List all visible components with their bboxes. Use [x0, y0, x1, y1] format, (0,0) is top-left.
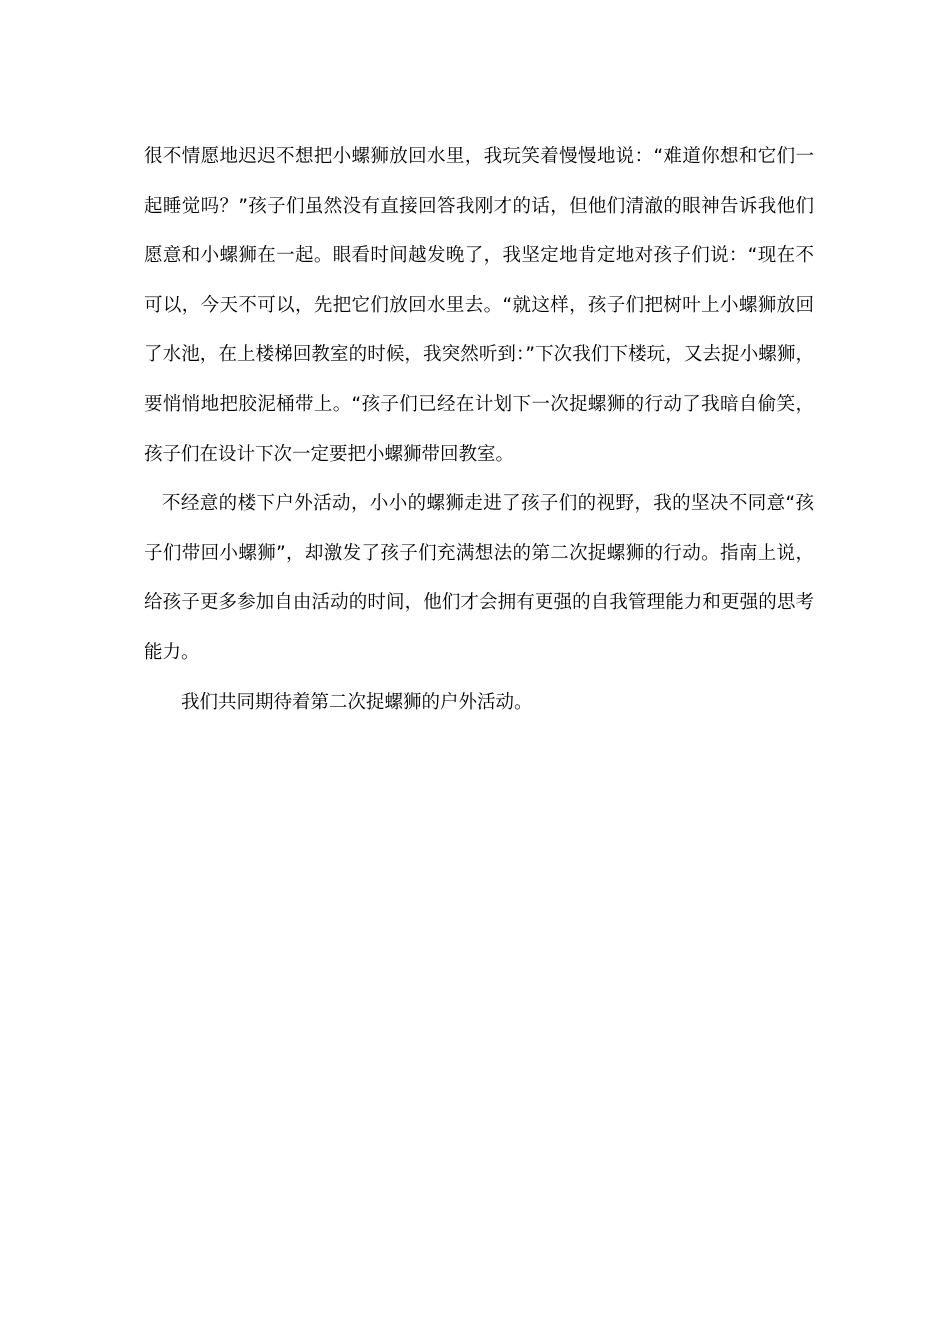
document-body: [144, 132, 814, 727]
paragraph-1: 很不情愿地迟迟不想把小螺狮放回水里，我玩笑着慢慢地说：“难道你想和它们一起睡觉吗？”孩子们虽然没有直接回答我刚才的话，但他们清澈的眼神告诉我他们愿意和小螺狮在一起。眼看时间越发晚了，我坚定地肯定地对孩子们说：“现在不可以，今天不可以，先把它们放回水里去。“就这样，孩子们把树叶上小螺狮放回了水池，在上楼梯回教室的时候，我突然听到：”下次我们下楼玩，又去捉小螺狮，要悄悄地把胶泥桶带上。“孩子们已经在计划下一次捉螺狮的行动了我暗自偷笑，孩子们在设计下次一定要把小螺狮带回教室。: [144, 146, 814, 465]
paragraph-3: 我们共同期待着第二次捉螺狮的户外活动。: [181, 691, 533, 713]
paragraph-2: 不经意的楼下户外活动，小小的螺狮走进了孩子们的视野，我的坚决不同意“孩子们带回小螺狮”，却激发了孩子们充满想法的第二次捉螺狮的行动。指南上说，给孩子更多参加自由活动的时间，他们才会拥有更强的自我管理能力和更强的思考能力。: [144, 493, 814, 663]
